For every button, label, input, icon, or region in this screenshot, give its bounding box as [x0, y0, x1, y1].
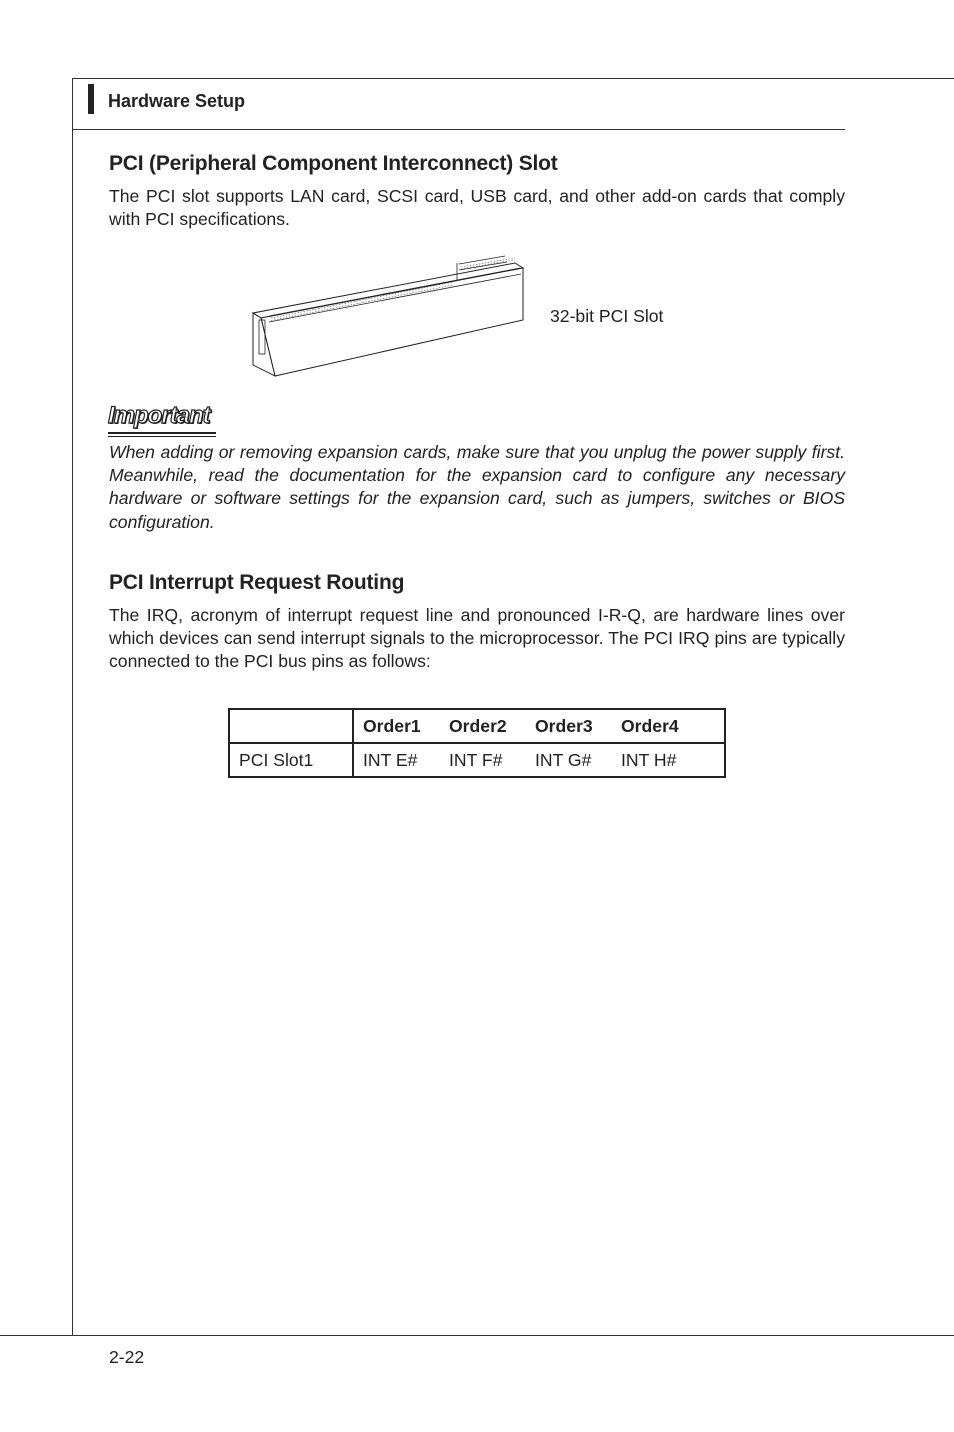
figure-label: 32-bit PCI Slot	[550, 306, 664, 326]
section-title-irq-routing: PCI Interrupt Request Routing	[109, 571, 405, 594]
slot-front-face	[261, 268, 523, 376]
header-bar	[88, 84, 94, 114]
page-frame-bottom	[0, 1335, 954, 1336]
important-underline	[108, 432, 216, 434]
section-title-pci-slot: PCI (Peripheral Component Interconnect) Slot	[109, 152, 558, 175]
important-heading: Important	[108, 402, 210, 429]
table-header-cell: Order4	[612, 709, 725, 743]
header-rule	[72, 129, 845, 130]
table-header-cell: Order1	[353, 709, 440, 743]
table-cell: PCI Slot1	[229, 743, 353, 777]
table-cell: INT G#	[526, 743, 612, 777]
important-note: When adding or removing expansion cards, make sure that you unplug the power supply first. Meanwhile, read the documentation for the expansion card to configure any necessary hardware or software settings for the expansion card, such as jumpers, switches or BIOS configuration.	[109, 442, 845, 532]
pci-slot-illustration	[245, 250, 535, 385]
table-cell: INT F#	[440, 743, 526, 777]
table-header-row	[229, 709, 725, 743]
irq-table	[228, 708, 726, 778]
page-frame-left	[72, 78, 73, 1335]
table-row	[229, 743, 725, 777]
running-header: Hardware Setup	[108, 91, 246, 111]
table-header-cell	[229, 709, 353, 743]
table-header-cell: Order3	[526, 709, 612, 743]
section-body-irq-routing: The IRQ, acronym of interrupt request line and pronounced I-R-Q, are hardware lines over which devices can send interrupt signals to the microprocessor. The PCI IRQ pins are typically connected to the PCI bus pins as follows:	[109, 605, 845, 672]
page-number: 2-22	[109, 1347, 145, 1367]
section-body-pci-slot: The PCI slot supports LAN card, SCSI card, USB card, and other add-on cards that comply with PCI specifications.	[109, 186, 845, 230]
important-underline-thin	[108, 436, 216, 437]
table-cell: INT E#	[353, 743, 440, 777]
table-cell: INT H#	[612, 743, 725, 777]
page-frame-top	[72, 78, 954, 79]
table-header-cell: Order2	[440, 709, 526, 743]
